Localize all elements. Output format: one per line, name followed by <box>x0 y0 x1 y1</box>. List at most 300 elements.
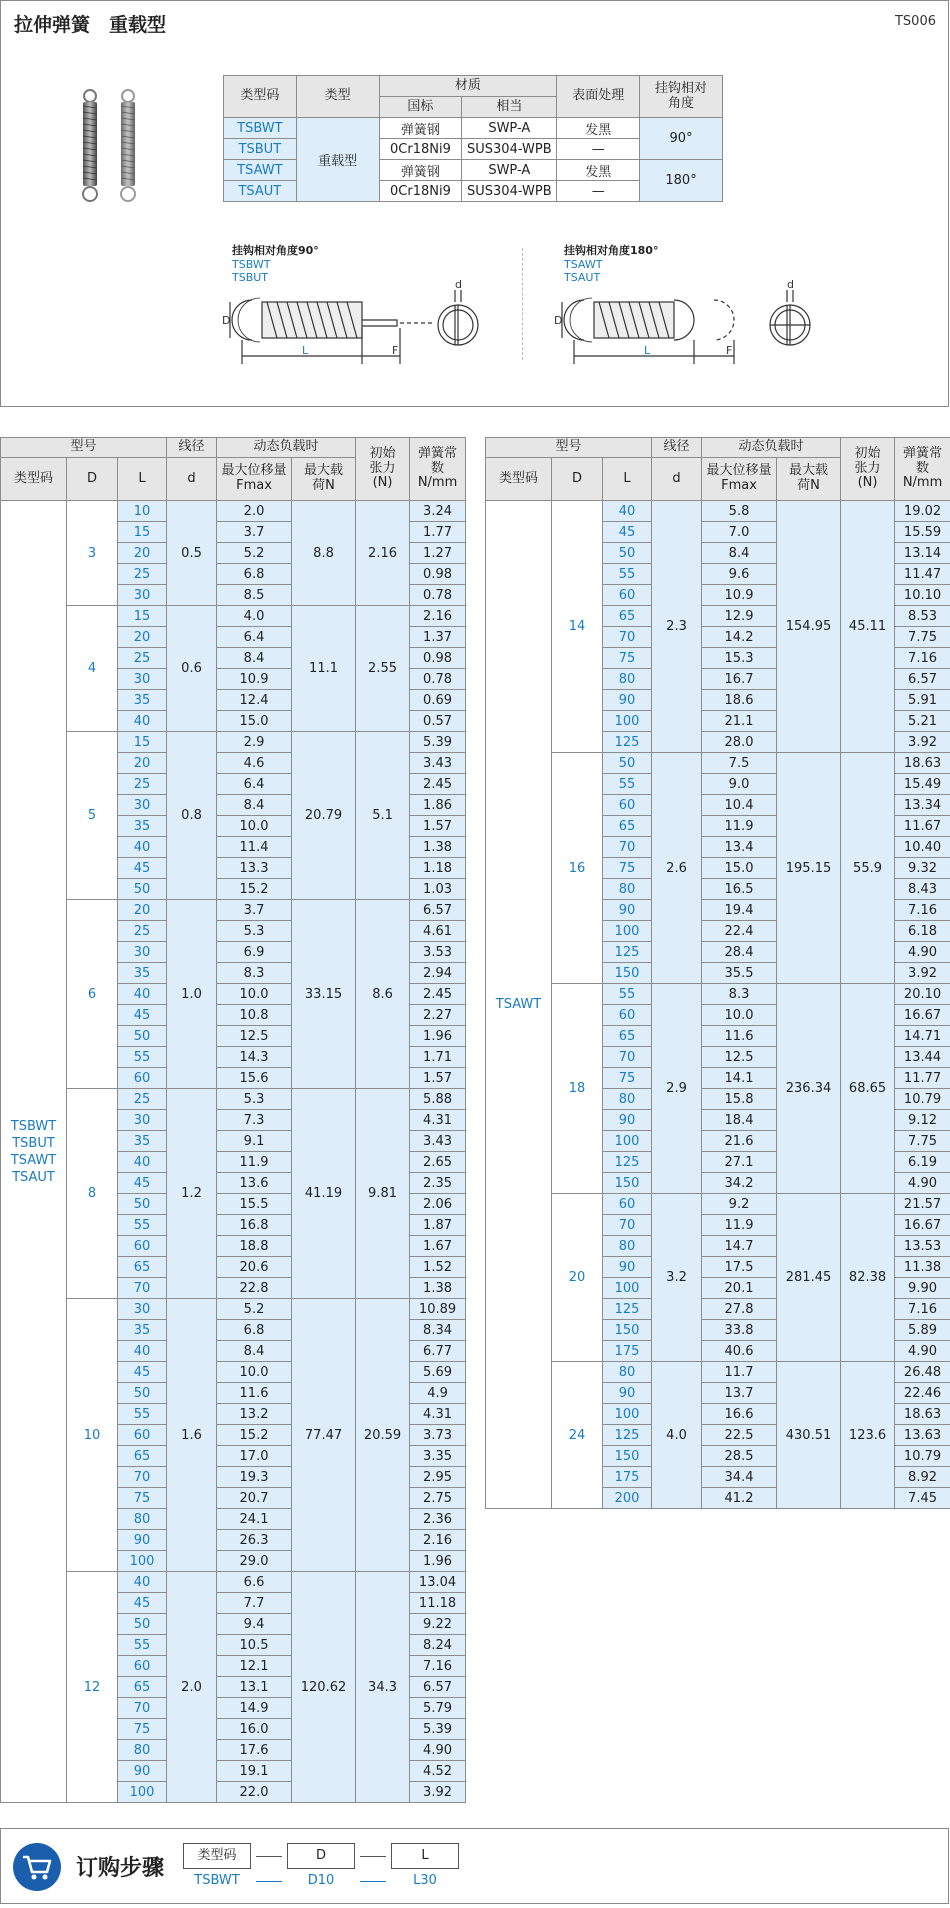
spring-constant-cell: 5.91 <box>895 690 950 711</box>
length-cell: 30 <box>118 795 167 816</box>
length-cell: 175 <box>603 1467 652 1488</box>
fmax-cell: 6.4 <box>217 627 292 648</box>
spring-constant-cell: 5.88 <box>410 1089 466 1110</box>
fmax-cell: 21.6 <box>702 1131 777 1152</box>
diagram-90-code-2: TSBUT <box>232 271 269 284</box>
surface-cell: 发黑 <box>557 160 640 181</box>
length-cell: 70 <box>603 1215 652 1236</box>
spring-constant-cell: 10.89 <box>410 1299 466 1320</box>
length-cell: 45 <box>118 1593 167 1614</box>
fmax-cell: 10.9 <box>217 669 292 690</box>
fmax-cell: 28.4 <box>702 942 777 963</box>
fmax-cell: 19.1 <box>217 1761 292 1782</box>
length-cell: 15 <box>118 522 167 543</box>
surface-cell: — <box>557 139 640 160</box>
length-cell: 50 <box>603 753 652 774</box>
spring-constant-cell: 1.38 <box>410 1278 466 1299</box>
order-dash <box>256 1856 282 1857</box>
order-box-type-code: 类型码 <box>183 1843 251 1869</box>
spring-90-diagram <box>222 280 492 370</box>
th-type-code: 类型码 <box>486 458 552 501</box>
spring-constant-cell: 5.79 <box>410 1698 466 1719</box>
wire-cell: 1.6 <box>167 1299 217 1572</box>
th-model: 型号 <box>1 438 167 458</box>
spring-constant-cell: 21.57 <box>895 1194 950 1215</box>
fmax-cell: 8.4 <box>217 795 292 816</box>
length-cell: 150 <box>603 963 652 984</box>
spring-constant-cell: 3.73 <box>410 1425 466 1446</box>
fmax-cell: 14.1 <box>702 1068 777 1089</box>
spring-constant-cell: 13.44 <box>895 1047 950 1068</box>
diameter-cell: 5 <box>67 732 118 900</box>
fmax-cell: 16.6 <box>702 1404 777 1425</box>
spring-constant-cell: 2.45 <box>410 984 466 1005</box>
table-row <box>1 732 466 753</box>
length-cell: 55 <box>118 1404 167 1425</box>
fmax-cell: 12.5 <box>702 1047 777 1068</box>
spring-constant-cell: 2.75 <box>410 1488 466 1509</box>
length-cell: 125 <box>603 1425 652 1446</box>
spring-constant-cell: 9.12 <box>895 1110 950 1131</box>
length-cell: 45 <box>118 1362 167 1383</box>
th-D: D <box>552 458 603 501</box>
fmax-cell: 9.2 <box>702 1194 777 1215</box>
fmax-cell: 15.5 <box>217 1194 292 1215</box>
th-fmax: 最大位移量Fmax <box>702 458 777 501</box>
length-cell: 40 <box>603 501 652 522</box>
table-row <box>1 1299 466 1320</box>
dim-D: D <box>554 314 563 327</box>
dim-L: L <box>644 344 651 357</box>
code-cell: TSBUT <box>224 139 297 160</box>
length-cell: 60 <box>118 1068 167 1089</box>
spring-constant-cell: 19.02 <box>895 501 950 522</box>
fmax-cell: 11.4 <box>217 837 292 858</box>
th-maxload: 最大载荷N <box>777 458 841 501</box>
fmax-cell: 8.3 <box>217 963 292 984</box>
type-code: TSBWT <box>10 1118 57 1134</box>
length-cell: 30 <box>118 1299 167 1320</box>
length-cell: 20 <box>118 900 167 921</box>
table-row <box>486 1362 950 1383</box>
diameter-cell: 4 <box>67 606 118 732</box>
equivalent-cell: SWP-A <box>462 160 557 181</box>
fmax-cell: 15.6 <box>217 1068 292 1089</box>
max-load-cell: 20.79 <box>292 732 356 900</box>
fmax-cell: 4.0 <box>217 606 292 627</box>
th-wire: 线径 <box>652 438 702 458</box>
th-maxload: 最大载荷N <box>292 458 356 501</box>
fmax-cell: 6.9 <box>217 942 292 963</box>
fmax-cell: 13.7 <box>702 1383 777 1404</box>
fmax-cell: 27.8 <box>702 1299 777 1320</box>
length-cell: 60 <box>603 1005 652 1026</box>
fmax-cell: 12.1 <box>217 1656 292 1677</box>
fmax-cell: 6.8 <box>217 1320 292 1341</box>
length-cell: 70 <box>118 1698 167 1719</box>
max-load-cell: 120.62 <box>292 1572 356 1803</box>
wire-cell: 2.0 <box>167 1572 217 1803</box>
length-cell: 65 <box>603 606 652 627</box>
fmax-cell: 35.5 <box>702 963 777 984</box>
spring-constant-cell: 0.57 <box>410 711 466 732</box>
wire-cell: 0.6 <box>167 606 217 732</box>
fmax-cell: 8.4 <box>217 648 292 669</box>
fmax-cell: 17.0 <box>217 1446 292 1467</box>
max-load-cell: 77.47 <box>292 1299 356 1572</box>
th-spring: 弹簧常数N/mm <box>895 438 950 501</box>
length-cell: 65 <box>118 1677 167 1698</box>
spring-constant-cell: 6.19 <box>895 1152 950 1173</box>
spring-constant-cell: 6.57 <box>410 900 466 921</box>
code-cell: TSAUT <box>224 181 297 202</box>
length-cell: 90 <box>603 1383 652 1404</box>
spring-constant-cell: 1.71 <box>410 1047 466 1068</box>
th-fmax: 最大位移量Fmax <box>217 458 292 501</box>
spring-constant-cell: 13.34 <box>895 795 950 816</box>
dim-d: d <box>455 280 462 291</box>
fmax-cell: 9.0 <box>702 774 777 795</box>
type-code: TSBUT <box>12 1135 55 1151</box>
th-spring: 弹簧常数N/mm <box>410 438 466 501</box>
length-cell: 50 <box>118 1383 167 1404</box>
fmax-cell: 7.5 <box>702 753 777 774</box>
length-cell: 65 <box>603 1026 652 1047</box>
spec-table-left <box>0 437 466 1803</box>
fmax-cell: 14.2 <box>702 627 777 648</box>
order-box-D: D <box>287 1843 355 1869</box>
length-cell: 80 <box>603 1089 652 1110</box>
th-dynamic: 动态负载时 <box>217 438 356 458</box>
length-cell: 60 <box>603 1194 652 1215</box>
fmax-cell: 20.7 <box>217 1488 292 1509</box>
fmax-cell: 10.4 <box>702 795 777 816</box>
fmax-cell: 16.8 <box>217 1215 292 1236</box>
spring-constant-cell: 1.52 <box>410 1257 466 1278</box>
spring-constant-cell: 5.69 <box>410 1362 466 1383</box>
diagram-180-code-1: TSAWT <box>564 258 603 271</box>
surface-cell: — <box>557 181 640 202</box>
fmax-cell: 6.4 <box>217 774 292 795</box>
th-equivalent: 相当 <box>462 97 557 118</box>
fmax-cell: 3.7 <box>217 522 292 543</box>
spring-constant-cell: 3.92 <box>895 732 950 753</box>
shopping-cart-icon <box>13 1843 61 1891</box>
initial-tension-cell: 2.55 <box>356 606 410 732</box>
fmax-cell: 13.6 <box>217 1173 292 1194</box>
fmax-cell: 19.3 <box>217 1467 292 1488</box>
length-cell: 75 <box>118 1488 167 1509</box>
fmax-cell: 14.9 <box>217 1698 292 1719</box>
length-cell: 40 <box>118 984 167 1005</box>
spring-constant-cell: 22.46 <box>895 1383 950 1404</box>
fmax-cell: 5.2 <box>217 543 292 564</box>
spring-constant-cell: 8.34 <box>410 1320 466 1341</box>
length-cell: 55 <box>118 1635 167 1656</box>
fmax-cell: 5.2 <box>217 1299 292 1320</box>
wire-cell: 0.8 <box>167 732 217 900</box>
length-cell: 80 <box>118 1509 167 1530</box>
length-cell: 125 <box>603 1299 652 1320</box>
spring-constant-cell: 0.69 <box>410 690 466 711</box>
length-cell: 60 <box>603 795 652 816</box>
fmax-cell: 11.9 <box>702 816 777 837</box>
spring-photo-icon <box>70 86 150 206</box>
fmax-cell: 8.4 <box>702 543 777 564</box>
spring-constant-cell: 0.98 <box>410 648 466 669</box>
fmax-cell: 4.6 <box>217 753 292 774</box>
fmax-cell: 15.8 <box>702 1089 777 1110</box>
fmax-cell: 20.6 <box>217 1257 292 1278</box>
spec-table-right <box>485 437 950 1509</box>
spring-constant-cell: 0.78 <box>410 669 466 690</box>
length-cell: 35 <box>118 963 167 984</box>
length-cell: 40 <box>118 837 167 858</box>
spring-180-diagram <box>554 280 824 370</box>
spring-constant-cell: 8.53 <box>895 606 950 627</box>
spring-constant-cell: 1.03 <box>410 879 466 900</box>
spring-constant-cell: 13.53 <box>895 1236 950 1257</box>
wire-cell: 2.6 <box>652 753 702 984</box>
national-cell: 弹簧钢 <box>379 160 462 181</box>
fmax-cell: 10.5 <box>217 1635 292 1656</box>
th-dynamic: 动态负载时 <box>702 438 841 458</box>
spring-constant-cell: 13.04 <box>410 1572 466 1593</box>
spring-constant-cell: 11.77 <box>895 1068 950 1089</box>
length-cell: 20 <box>118 753 167 774</box>
spring-constant-cell: 7.75 <box>895 1131 950 1152</box>
national-cell: 0Cr18Ni9 <box>379 181 462 202</box>
order-example-type: TSBWT <box>194 1873 240 1888</box>
wire-cell: 2.3 <box>652 501 702 753</box>
type-code-cell <box>1 501 67 1803</box>
wire-cell: 1.0 <box>167 900 217 1089</box>
spring-constant-cell: 4.31 <box>410 1404 466 1425</box>
wire-cell: 4.0 <box>652 1362 702 1509</box>
type-code: TSAUT <box>12 1169 55 1185</box>
th-d: d <box>167 458 217 501</box>
fmax-cell: 9.4 <box>217 1614 292 1635</box>
fmax-cell: 34.4 <box>702 1467 777 1488</box>
diagram-divider <box>522 248 523 360</box>
length-cell: 90 <box>603 1110 652 1131</box>
spring-constant-cell: 14.71 <box>895 1026 950 1047</box>
equivalent-cell: SUS304-WPB <box>462 181 557 202</box>
fmax-cell: 15.2 <box>217 879 292 900</box>
fmax-cell: 17.5 <box>702 1257 777 1278</box>
fmax-cell: 2.9 <box>217 732 292 753</box>
dim-L: L <box>302 344 309 357</box>
spring-constant-cell: 26.48 <box>895 1362 950 1383</box>
spring-constant-cell: 1.37 <box>410 627 466 648</box>
spring-constant-cell: 8.43 <box>895 879 950 900</box>
initial-tension-cell: 9.81 <box>356 1089 410 1299</box>
spring-constant-cell: 1.96 <box>410 1026 466 1047</box>
spring-constant-cell: 1.18 <box>410 858 466 879</box>
spring-constant-cell: 4.61 <box>410 921 466 942</box>
fmax-cell: 14.3 <box>217 1047 292 1068</box>
diagram-180-code-2: TSAUT <box>564 271 601 284</box>
length-cell: 90 <box>603 1257 652 1278</box>
spring-constant-cell: 5.39 <box>410 732 466 753</box>
spring-constant-cell: 13.14 <box>895 543 950 564</box>
length-cell: 20 <box>118 543 167 564</box>
wire-cell: 2.9 <box>652 984 702 1194</box>
length-cell: 90 <box>118 1530 167 1551</box>
length-cell: 40 <box>118 1572 167 1593</box>
fmax-cell: 18.6 <box>702 690 777 711</box>
fmax-cell: 11.7 <box>702 1362 777 1383</box>
th-type-code: 类型码 <box>1 458 67 501</box>
spring-constant-cell: 16.67 <box>895 1005 950 1026</box>
spring-constant-cell: 4.90 <box>895 1341 950 1362</box>
fmax-cell: 7.0 <box>702 522 777 543</box>
max-load-cell: 33.15 <box>292 900 356 1089</box>
table-row <box>486 501 950 522</box>
length-cell: 30 <box>118 942 167 963</box>
fmax-cell: 40.6 <box>702 1341 777 1362</box>
diagram-90-code-1: TSBWT <box>232 258 271 271</box>
length-cell: 150 <box>603 1446 652 1467</box>
length-cell: 125 <box>603 942 652 963</box>
length-cell: 45 <box>118 1173 167 1194</box>
max-load-cell: 236.34 <box>777 984 841 1194</box>
length-cell: 55 <box>603 984 652 1005</box>
spring-constant-cell: 18.63 <box>895 1404 950 1425</box>
fmax-cell: 20.1 <box>702 1278 777 1299</box>
fmax-cell: 13.2 <box>217 1404 292 1425</box>
order-example-L: L30 <box>413 1873 437 1888</box>
type-cell: 重载型 <box>296 118 379 202</box>
max-load-cell: 281.45 <box>777 1194 841 1362</box>
length-cell: 35 <box>118 1320 167 1341</box>
length-cell: 25 <box>118 921 167 942</box>
initial-tension-cell: 123.6 <box>841 1362 895 1509</box>
length-cell: 60 <box>118 1425 167 1446</box>
diagram-90-label: 挂钩相对角度90° <box>232 244 319 257</box>
fmax-cell: 7.7 <box>217 1593 292 1614</box>
spring-constant-cell: 2.35 <box>410 1173 466 1194</box>
fmax-cell: 9.1 <box>217 1131 292 1152</box>
initial-tension-cell: 8.6 <box>356 900 410 1089</box>
fmax-cell: 11.6 <box>702 1026 777 1047</box>
max-load-cell: 154.95 <box>777 501 841 753</box>
spring-constant-cell: 0.78 <box>410 585 466 606</box>
length-cell: 100 <box>603 921 652 942</box>
dim-d: d <box>787 280 794 291</box>
length-cell: 10 <box>118 501 167 522</box>
fmax-cell: 16.5 <box>702 879 777 900</box>
spring-constant-cell: 8.24 <box>410 1635 466 1656</box>
length-cell: 100 <box>603 1278 652 1299</box>
spring-constant-cell: 7.75 <box>895 627 950 648</box>
length-cell: 55 <box>603 774 652 795</box>
spring-constant-cell: 7.16 <box>410 1656 466 1677</box>
spring-constant-cell: 10.79 <box>895 1089 950 1110</box>
length-cell: 75 <box>603 1068 652 1089</box>
spring-constant-cell: 6.57 <box>410 1677 466 1698</box>
length-cell: 35 <box>118 1131 167 1152</box>
spring-constant-cell: 11.47 <box>895 564 950 585</box>
th-model: 型号 <box>486 438 652 458</box>
spring-constant-cell: 10.40 <box>895 837 950 858</box>
spring-constant-cell: 13.63 <box>895 1425 950 1446</box>
diameter-cell: 12 <box>67 1572 118 1803</box>
length-cell: 65 <box>118 1257 167 1278</box>
length-cell: 65 <box>603 816 652 837</box>
max-load-cell: 8.8 <box>292 501 356 606</box>
spring-constant-cell: 1.86 <box>410 795 466 816</box>
length-cell: 35 <box>118 816 167 837</box>
length-cell: 25 <box>118 648 167 669</box>
table-row <box>486 1194 950 1215</box>
fmax-cell: 28.5 <box>702 1446 777 1467</box>
order-dash <box>360 1856 386 1857</box>
length-cell: 25 <box>118 1089 167 1110</box>
length-cell: 30 <box>118 669 167 690</box>
wire-cell: 0.5 <box>167 501 217 606</box>
fmax-cell: 16.7 <box>702 669 777 690</box>
fmax-cell: 17.6 <box>217 1740 292 1761</box>
product-code: TS006 <box>894 14 936 29</box>
length-cell: 100 <box>118 1551 167 1572</box>
equivalent-cell: SWP-A <box>462 118 557 139</box>
diameter-cell: 16 <box>552 753 603 984</box>
spring-constant-cell: 5.21 <box>895 711 950 732</box>
spring-constant-cell: 3.92 <box>895 963 950 984</box>
spring-constant-cell: 8.92 <box>895 1467 950 1488</box>
diagram-180-label: 挂钩相对角度180° <box>564 244 659 257</box>
national-cell: 0Cr18Ni9 <box>379 139 462 160</box>
fmax-cell: 21.1 <box>702 711 777 732</box>
fmax-cell: 10.0 <box>702 1005 777 1026</box>
fmax-cell: 22.0 <box>217 1782 292 1803</box>
max-load-cell: 430.51 <box>777 1362 841 1509</box>
spring-constant-cell: 15.59 <box>895 522 950 543</box>
length-cell: 150 <box>603 1173 652 1194</box>
initial-tension-cell: 5.1 <box>356 732 410 900</box>
length-cell: 100 <box>603 1404 652 1425</box>
fmax-cell: 13.4 <box>702 837 777 858</box>
length-cell: 80 <box>603 1236 652 1257</box>
fmax-cell: 33.8 <box>702 1320 777 1341</box>
spring-constant-cell: 7.45 <box>895 1488 950 1509</box>
spring-constant-cell: 2.06 <box>410 1194 466 1215</box>
th-national: 国标 <box>379 97 462 118</box>
fmax-cell: 29.0 <box>217 1551 292 1572</box>
spring-constant-cell: 1.77 <box>410 522 466 543</box>
table-row <box>1 501 466 522</box>
length-cell: 100 <box>118 1782 167 1803</box>
th-type: 类型 <box>296 76 379 118</box>
length-cell: 50 <box>118 879 167 900</box>
length-cell: 15 <box>118 606 167 627</box>
spring-constant-cell: 3.24 <box>410 501 466 522</box>
table-row <box>486 984 950 1005</box>
length-cell: 100 <box>603 711 652 732</box>
spring-constant-cell: 1.57 <box>410 1068 466 1089</box>
fmax-cell: 5.3 <box>217 921 292 942</box>
th-initial: 初始张力(N) <box>356 438 410 501</box>
length-cell: 50 <box>118 1026 167 1047</box>
th-L: L <box>603 458 652 501</box>
type-code-cell <box>486 501 552 1509</box>
spec-table-right-body <box>486 501 950 1509</box>
length-cell: 150 <box>603 1320 652 1341</box>
diameter-cell: 6 <box>67 900 118 1089</box>
length-cell: 55 <box>118 1047 167 1068</box>
length-cell: 70 <box>603 837 652 858</box>
